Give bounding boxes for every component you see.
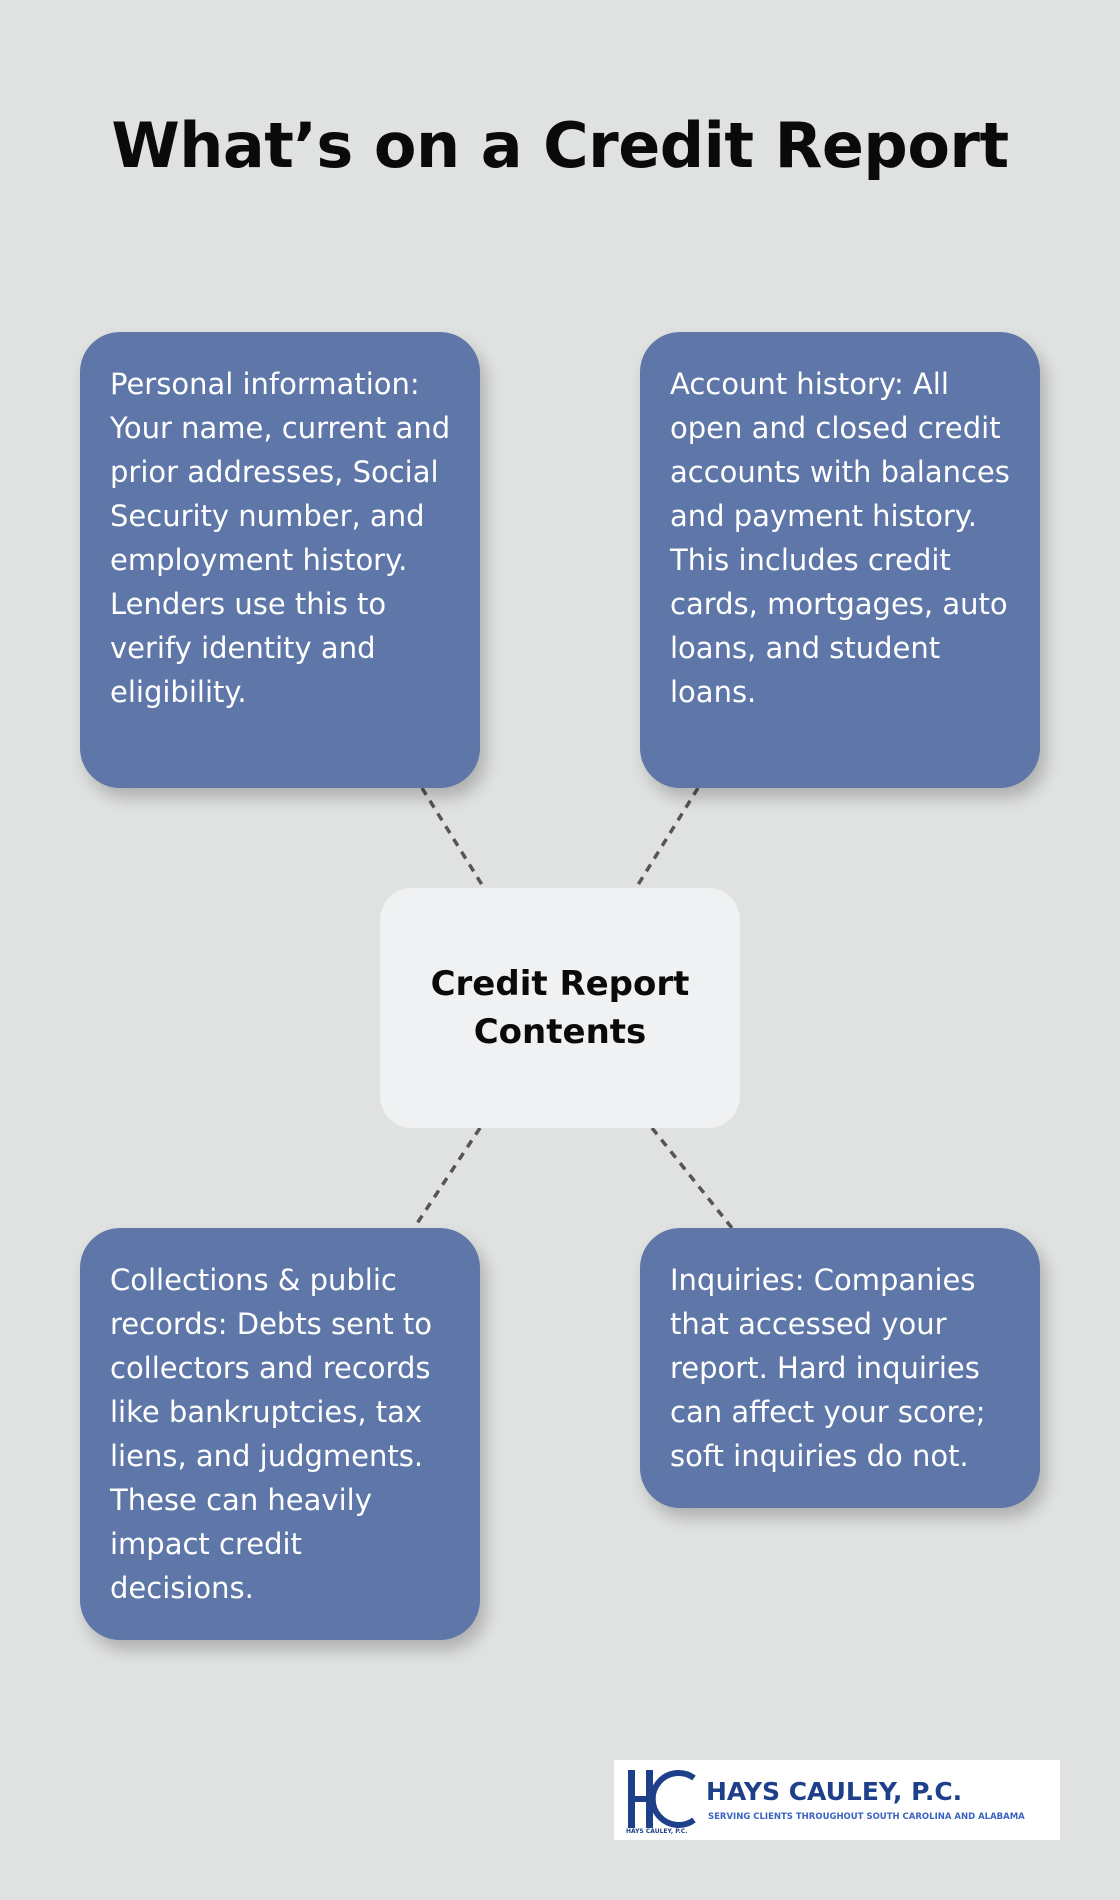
logo-small-text: HAYS CAULEY, P.C.	[626, 1828, 688, 1835]
card-inquiries: Inquiries: Companies that accessed your report. Hard inquiries can affect your score; soft inquiries do not.	[640, 1228, 1040, 1508]
logo-tagline: SERVING CLIENTS THROUGHOUT SOUTH CAROLINA AND ALABAMA	[708, 1812, 1025, 1822]
card-account-history: Account history: All open and closed credit accounts with balances and payment history. This includes credit cards, mortgages, auto loans, and student loans.	[640, 332, 1040, 788]
connector-top-left	[422, 788, 484, 888]
logo-company-name: HAYS CAULEY, P.C.	[706, 1777, 963, 1806]
card-collections-public-records: Collections & public records: Debts sent to collectors and records like bankruptcies, tax liens, and judgments. These can heavily impact credit decisions.	[80, 1228, 480, 1640]
center-node-label: Credit Report Contents	[430, 964, 690, 1052]
connector-top-right	[636, 788, 698, 888]
card-personal-information: Personal information: Your name, current and prior addresses, Social Security number, and employment history. Lenders use this to verify identity and eligibility.	[80, 332, 480, 788]
connector-bottom-left	[414, 1128, 480, 1228]
hc-monogram-icon	[624, 1764, 700, 1830]
center-node	[380, 888, 740, 1128]
page-title: What’s on a Credit Report	[111, 109, 1009, 182]
company-logo	[614, 1760, 1060, 1840]
connector-bottom-right	[652, 1128, 732, 1228]
